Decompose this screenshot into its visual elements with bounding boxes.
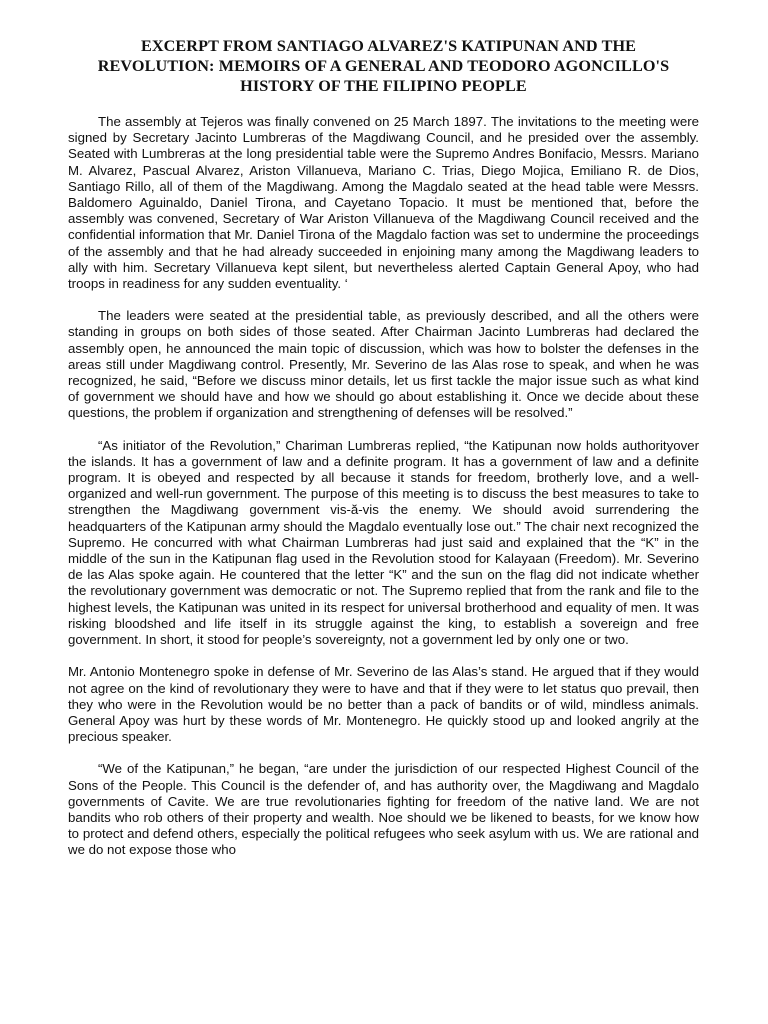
title-line: EXCERPT FROM SANTIAGO ALVAREZ'S KATIPUNAN AND THE — [140, 37, 637, 55]
title-line: REVOLUTION: MEMOIRS OF A GENERAL AND TEODORO AGONCILLO'S — [97, 57, 670, 75]
document-title — [68, 36, 699, 96]
paragraph-katipunan-speech: “We of the Katipunan,” he began, “are under the jurisdiction of our respected Highest Council of the Sons of the People. This Council is the defender of, and has authority over, the Magdiwang and Magdalo governments of Cavite. We are true revolutionaries fighting for freedom of the native land. We are not bandits who rob others of their property and wealth. Noe should we be likened to beasts, for we know how to protect and defend others, especially the political refugees who seek asylum with us. We are rational and we do not expose those who — [68, 761, 699, 858]
title-line: HISTORY OF THE FILIPINO PEOPLE — [240, 77, 527, 95]
paragraph-montenegro: Mr. Antonio Montenegro spoke in defense of Mr. Severino de las Alas’s stand. He argued that if they would not agree on the kind of revolutionary they were to have and that if they were to let status quo prevail, then they who were in the Revolution would be no better than a pack of bandits or of wild, mindless animals. General Apoy was hurt by these words of Mr. Montenegro. He quickly stood up and looked angrily at the precious speaker. — [68, 664, 699, 745]
paragraph-assembly-convened: The assembly at Tejeros was finally convened on 25 March 1897. The invitations to the meeting were signed by Secretary Jacinto Lumbreras of the Magdiwang Council, and he presided over the assembly. Seated with Lumbreras at the long presidential table were the Supremo Andres Bonifacio, Messrs. Mariano M. Alvarez, Pascual Alvarez, Ariston Villanueva, Mariano C. Trias, Diego Mojica, Emiliano R. de Dios, Santiago Rillo, all of them of the Magdiwang. Among the Magdalo seated at the head table were Messrs. Baldomero Aguinaldo, Daniel Tirona, and Cayetano Topacio. It must be mentioned that, before the assembly was convened, Secretary of War Ariston Villanueva of the Magdiwang Council received and the confidential information that Mr. Daniel Tirona of the Magdalo faction was set to undermine the proceedings of the assembly and that he had already succeeded in enjoining many among the Magdiwang leaders to ally with him. Secretary Villanueva kept silent, but nevertheless alerted Captain General Apoy, who had troops in readiness for any sudden eventuality. ‘ — [68, 114, 699, 292]
paragraph-lumbreras-reply: “As initiator of the Revolution,” Chariman Lumbreras replied, “the Katipunan now holds authorityover the islands. It has a government of law and a definite program. It has a government of law and a definite program. It is obeyed and respected by all because it stands for freedom, brotherly love, and a well-organized and well-run government. The purpose of this meeting is to discuss the best measures to take to strengthen the Magdiwang government vis-ă-vis the enemy. We should avoid surrendering the headquarters of the Katipunan army should the Magdalo eventually lose out.” The chair next recognized the Supremo. He concurred with what Chairman Lumbreras had just said and explained that the “K” in the middle of the sun in the Katipunan flag used in the Revolution stood for Kalayaan (Freedom). Mr. Severino de las Alas spoke again. He countered that the letter “K” and the sun on the flag did not indicate whether the revolutionary government was democratic or not. The Supremo replied that from the rank and file to the highest levels, the Katipunan was united in its respect for universal brotherhood and equality of men. It was risking bloodshed and life itself in its struggle against the king, to establish a sovereign and free government. In short, it stood for people’s sovereignty, not a government led by only one or two. — [68, 437, 699, 648]
paragraph-leaders-seated: The leaders were seated at the presidential table, as previously described, and all the others were standing in groups on both sides of those seated. After Chairman Jacinto Lumbreras had declared the assembly open, he announced the main topic of discussion, which was how to bolster the defenses in the areas still under Magdiwang control. Presently, Mr. Severino de las Alas rose to speak, and when he was recognized, he said, “Before we discuss minor details, let us first tackle the major issue such as what kind of government we should have and how we should go about establishing it. Once we decide about these questions, the problem if organization and strengthening of defenses will be resolved.” — [68, 308, 699, 421]
document-page — [68, 36, 699, 875]
